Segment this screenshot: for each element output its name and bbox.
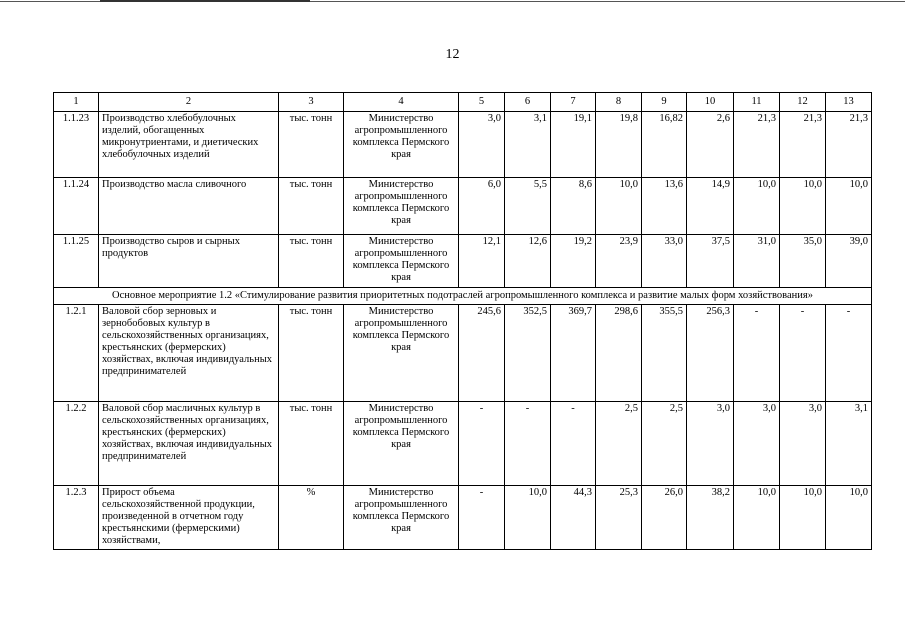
value-cell: - [459, 486, 505, 550]
header-cell: 3 [279, 93, 344, 112]
responsible-executor: Министерство агропромышленного комплекса Пермского края [344, 305, 459, 402]
scan-top-edge-mark [100, 0, 310, 2]
value-cell: 38,2 [687, 486, 734, 550]
row-number: 1.2.2 [54, 402, 99, 486]
value-cell: 3,0 [687, 402, 734, 486]
value-cell: 2,5 [642, 402, 687, 486]
table-row [54, 235, 872, 288]
responsible-executor: Министерство агропромышленного комплекса Пермского края [344, 178, 459, 235]
value-cell: 12,6 [505, 235, 551, 288]
header-cell: 6 [505, 93, 551, 112]
indicator-name: Прирост объема сельскохозяйственной продукции, произведенной в отчетном году крестьянскими (фермерскими) хозяйствами, [99, 486, 279, 550]
value-cell: 35,0 [780, 235, 826, 288]
indicator-name: Валовой сбор зерновых и зернобобовых культур в сельскохозяйственных организациях, крестьянских (фермерских) хозяйствах, включая индивидуальных предпринимателей [99, 305, 279, 402]
header-cell: 10 [687, 93, 734, 112]
header-cell: 2 [99, 93, 279, 112]
value-cell: 10,0 [826, 178, 872, 235]
indicators-table [53, 92, 872, 550]
value-cell: 10,0 [734, 178, 780, 235]
value-cell: 33,0 [642, 235, 687, 288]
row-number: 1.1.24 [54, 178, 99, 235]
value-cell: 31,0 [734, 235, 780, 288]
value-cell: 12,1 [459, 235, 505, 288]
row-number: 1.1.23 [54, 112, 99, 178]
value-cell: 13,6 [642, 178, 687, 235]
table-row [54, 486, 872, 550]
value-cell: 3,0 [459, 112, 505, 178]
unit-of-measure: тыс. тонн [279, 112, 344, 178]
responsible-executor: Министерство агропромышленного комплекса Пермского края [344, 112, 459, 178]
value-cell: 26,0 [642, 486, 687, 550]
value-cell: - [734, 305, 780, 402]
unit-of-measure: тыс. тонн [279, 305, 344, 402]
value-cell: 44,3 [551, 486, 596, 550]
value-cell: 5,5 [505, 178, 551, 235]
header-cell: 13 [826, 93, 872, 112]
value-cell: 10,0 [505, 486, 551, 550]
value-cell: - [780, 305, 826, 402]
value-cell: 21,3 [734, 112, 780, 178]
unit-of-measure: тыс. тонн [279, 178, 344, 235]
value-cell: 25,3 [596, 486, 642, 550]
value-cell: - [505, 402, 551, 486]
value-cell: - [459, 402, 505, 486]
value-cell: 19,8 [596, 112, 642, 178]
value-cell: 19,1 [551, 112, 596, 178]
value-cell: 352,5 [505, 305, 551, 402]
header-cell: 1 [54, 93, 99, 112]
value-cell: 10,0 [780, 178, 826, 235]
value-cell: 37,5 [687, 235, 734, 288]
value-cell: 16,82 [642, 112, 687, 178]
responsible-executor: Министерство агропромышленного комплекса Пермского края [344, 486, 459, 550]
header-cell: 12 [780, 93, 826, 112]
value-cell: 369,7 [551, 305, 596, 402]
value-cell: 3,1 [505, 112, 551, 178]
header-cell: 5 [459, 93, 505, 112]
value-cell: 3,1 [826, 402, 872, 486]
section-row [54, 288, 872, 305]
indicator-name: Производство масла сливочного [99, 178, 279, 235]
value-cell: 23,9 [596, 235, 642, 288]
row-number: 1.2.3 [54, 486, 99, 550]
page-number: 12 [445, 47, 460, 62]
value-cell: 2,6 [687, 112, 734, 178]
value-cell: - [551, 402, 596, 486]
value-cell: 8,6 [551, 178, 596, 235]
unit-of-measure: тыс. тонн [279, 235, 344, 288]
row-number: 1.2.1 [54, 305, 99, 402]
unit-of-measure: тыс. тонн [279, 402, 344, 486]
value-cell: 3,0 [734, 402, 780, 486]
value-cell: 10,0 [780, 486, 826, 550]
section-title: Основное мероприятие 1.2 «Стимулирование развития приоритетных подотраслей агропромышленного комплекса и развитие малых форм хозяйствования» [54, 288, 872, 305]
value-cell: 298,6 [596, 305, 642, 402]
value-cell: 39,0 [826, 235, 872, 288]
header-cell: 11 [734, 93, 780, 112]
header-cell: 7 [551, 93, 596, 112]
row-number: 1.1.25 [54, 235, 99, 288]
value-cell: 6,0 [459, 178, 505, 235]
responsible-executor: Министерство агропромышленного комплекса Пермского края [344, 235, 459, 288]
table-row [54, 402, 872, 486]
indicator-name: Производство хлебобулочных изделий, обогащенных микронутриентами, и диетических хлебобулочных изделий [99, 112, 279, 178]
unit-of-measure: % [279, 486, 344, 550]
header-cell: 9 [642, 93, 687, 112]
indicator-name: Производство сыров и сырных продуктов [99, 235, 279, 288]
responsible-executor: Министерство агропромышленного комплекса Пермского края [344, 402, 459, 486]
value-cell: 10,0 [826, 486, 872, 550]
value-cell: 2,5 [596, 402, 642, 486]
header-cell: 4 [344, 93, 459, 112]
value-cell: 14,9 [687, 178, 734, 235]
value-cell: 355,5 [642, 305, 687, 402]
value-cell: 256,3 [687, 305, 734, 402]
value-cell: 19,2 [551, 235, 596, 288]
value-cell: 21,3 [826, 112, 872, 178]
value-cell: 3,0 [780, 402, 826, 486]
indicator-name: Валовой сбор масличных культур в сельскохозяйственных организациях, крестьянских (фермерских) хозяйствах, включая индивидуальных предпринимателей [99, 402, 279, 486]
header-row [54, 93, 872, 112]
table-row [54, 112, 872, 178]
value-cell: - [826, 305, 872, 402]
table-row [54, 305, 872, 402]
value-cell: 21,3 [780, 112, 826, 178]
value-cell: 245,6 [459, 305, 505, 402]
header-cell: 8 [596, 93, 642, 112]
value-cell: 10,0 [596, 178, 642, 235]
table-row [54, 178, 872, 235]
value-cell: 10,0 [734, 486, 780, 550]
